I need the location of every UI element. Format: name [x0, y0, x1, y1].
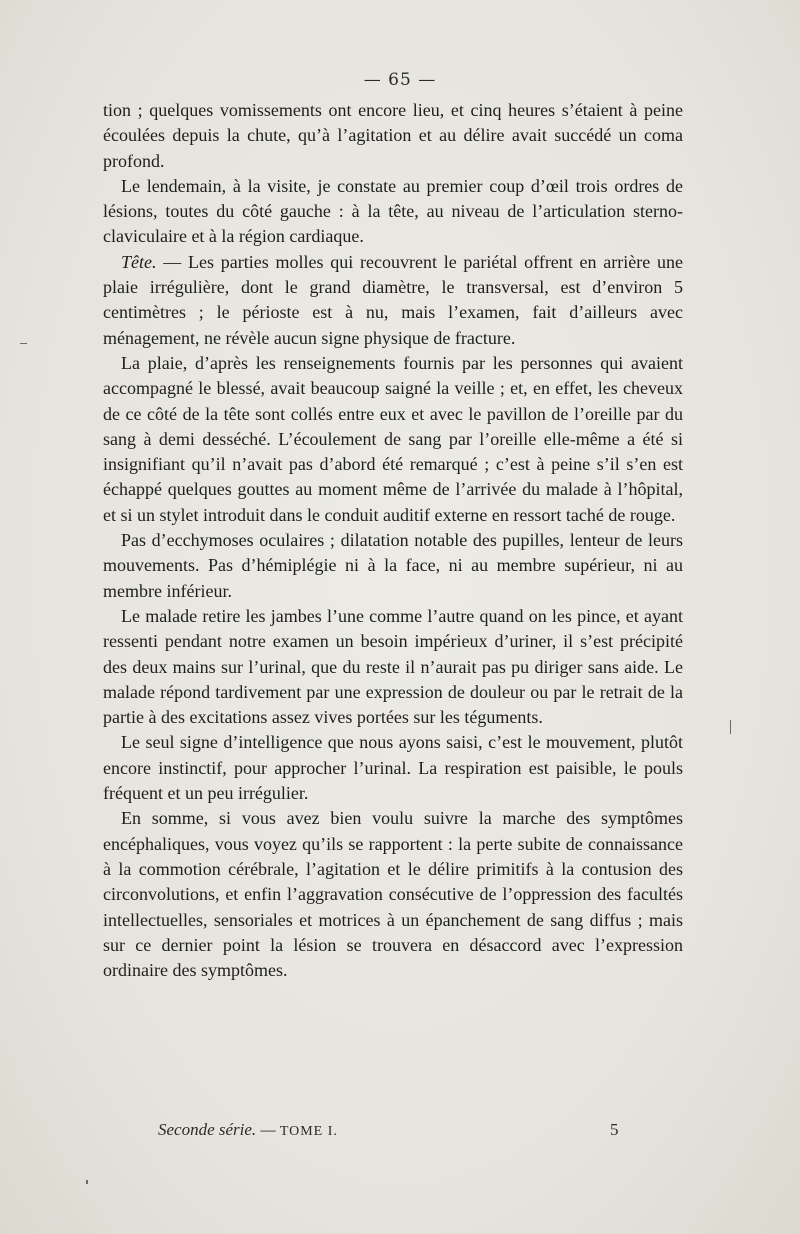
paragraph-5: Pas d’ecchymoses oculaires ; dilatation notable des pupilles, lenteur de leurs mouvements. Pas d’hémiplégie ni à la face, ni au membre supérieur, ni au membre inférieur.	[103, 530, 683, 601]
paragraph-2: Le lendemain, à la visite, je constate au premier coup d’œil trois ordres de lésions, toutes du côté gauche : à la tête, au niveau de l’articulation sterno-claviculaire et à la région cardiaque.	[103, 175, 683, 247]
paragraph-6: Le malade retire les jambes l’une comme l’autre quand on les pince, et ayant ressenti pendant notre examen un besoin impérieux d’uriner, il s’est précipité des deux mains sur l’urinal, que du reste il n’aurait pas pu diriger sans aide. Le malade répond tardivement par une expression de douleur ou par le retrait de la partie à des excitations assez vives portées sur les téguments.	[103, 605, 683, 728]
body-text	[103, 98, 683, 983]
paragraph-3-text: — Les parties molles qui recouvrent le pariétal offrent en arrière une plaie irrégulière, dont le grand diamètre, le transversal, est d’environ 5 centimètres ; le périoste est à nu, mais l’examen, fait d’ailleurs avec ménagement, ne révèle aucun signe physique de fracture.	[103, 251, 683, 348]
paragraph-1: tion ; quelques vomissements ont encore lieu, et cinq heures s’étaient à peine écoulées depuis la chute, qu’à l’agitation et au délire avait succédé un coma profond.	[103, 100, 683, 171]
paragraph-7: Le seul signe d’intelligence que nous ayons saisi, c’est le mouvement, plutôt encore instinctif, pour approcher l’urinal. La respiration est paisible, le pouls fréquent et un peu irrégulier.	[103, 732, 683, 804]
section-heading-tete: Tête.	[121, 251, 157, 272]
paragraph-8: En somme, si vous avez bien voulu suivre la marche des symptômes encéphaliques, vous voyez qu’ils se rapportent : la perte subite de connaissance à la commotion cérébrale, l’agitation et le délire primitifs à la contusion des circonvolutions, et enfin l’aggravation consécutive de l’oppression des facultés intellectuelles, sensoriales et motrices à un épanchement de sang diffus ; mais sur ce dernier point la lésion se trouvera en désaccord avec l’expression ordinaire des symptômes.	[103, 808, 683, 981]
series-text: Seconde série.	[158, 1120, 257, 1139]
tome-label: TOME I.	[279, 1124, 338, 1139]
page-number: — 65 —	[363, 70, 437, 90]
margin-speck	[730, 720, 731, 734]
margin-speck	[86, 1180, 88, 1184]
series-label	[158, 1120, 338, 1140]
paragraph-3	[103, 250, 683, 351]
paragraph-4: La plaie, d’après les renseignements fournis par les personnes qui avaient accompagné le blessé, avait beaucoup saigné la veille ; et, en effet, les cheveux de ce côté de la tête sont collés entre eux et avec le pavillon de l’oreille par du sang à demi desséché. L’écoulement de sang par l’oreille elle-même a été si insignifiant qu’il n’avait pas d’abord été remarqué ; c’est à peine s’il s’en est échappé quelques gouttes au moment même de l’arrivée du malade à l’hôpital, et si un stylet introduit dans le conduit auditif externe en ressort taché de rouge.	[103, 352, 683, 525]
series-dash: —	[256, 1120, 280, 1139]
signature-mark: 5	[610, 1120, 619, 1139]
margin-speck	[20, 343, 27, 344]
